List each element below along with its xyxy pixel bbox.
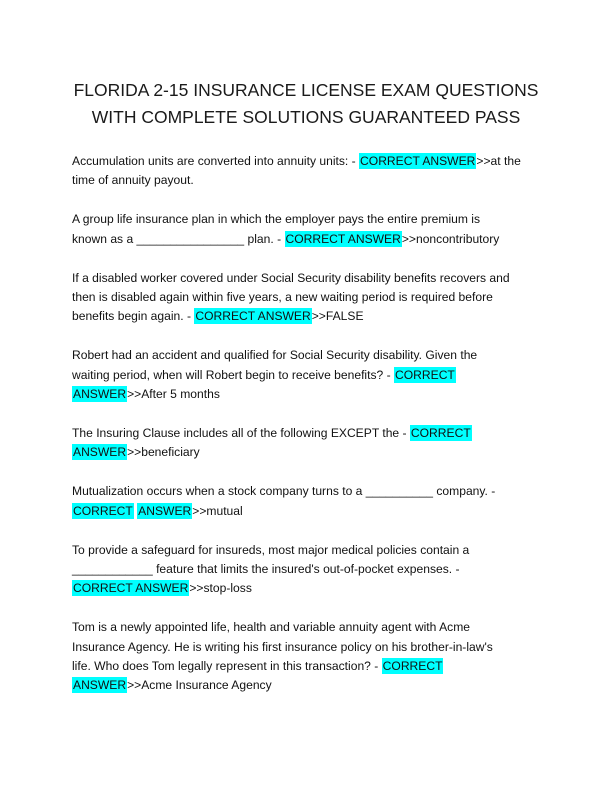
qa-line	[72, 307, 546, 326]
correct-answer-marker: CORRECT	[73, 503, 133, 518]
qa-item-2	[72, 210, 546, 248]
correct-answer-marker: CORRECT	[410, 426, 471, 441]
qa-item-4	[72, 346, 546, 404]
correct-answer-marker: CORRECT ANSWER	[285, 231, 401, 246]
title-line-1: FLORIDA 2-15 INSURANCE LICENSE EXAM QUESTIONS	[73, 80, 539, 100]
question-text: Mutualization occurs when a stock company turns to a __________ company. -	[72, 484, 496, 499]
question-text: Accumulation units are converted into annuity units: -	[72, 154, 360, 168]
correct-answer-marker: CORRECT ANSWER	[360, 154, 476, 168]
qa-item-7	[72, 541, 546, 599]
answer-text: >>After 5 months	[127, 386, 220, 401]
correct-answer-marker: ANSWER	[73, 386, 127, 401]
question-text: Robert had an accident and qualified for Social Security disability. Given the	[72, 348, 478, 363]
correct-answer-marker: ANSWER	[73, 445, 127, 460]
question-text: benefits begin again. -	[72, 309, 195, 324]
qa-item-6	[72, 482, 546, 520]
qa-line	[72, 676, 546, 695]
question-text: Insurance Agency. He is writing his first insurance policy on his brother-in-law's	[72, 639, 493, 654]
correct-answer-marker: CORRECT	[395, 367, 455, 382]
question-text: To provide a safeguard for insureds, most major medical policies contain a	[72, 542, 470, 557]
qa-item-3	[72, 269, 546, 327]
answer-text: >>stop-loss	[189, 581, 252, 596]
question-text: If a disabled worker covered under Social Security disability benefits recovers and	[72, 270, 510, 285]
question-text: The Insuring Clause includes all of the following EXCEPT the -	[72, 426, 410, 441]
question-text: life. Who does Tom legally represent in this transaction? -	[72, 658, 382, 673]
qa-line	[72, 443, 546, 462]
qa-item-1	[72, 152, 546, 190]
qa-item-5	[72, 424, 546, 462]
question-text: waiting period, when will Robert begin to receive benefits? -	[72, 367, 395, 382]
correct-answer-marker: CORRECT ANSWER	[73, 581, 189, 596]
answer-text: >>FALSE	[311, 309, 364, 324]
correct-answer-marker: CORRECT	[382, 658, 443, 673]
qa-line	[72, 579, 546, 598]
question-text: Tom is a newly appointed life, health and variable annuity agent with Acme	[72, 620, 470, 635]
answer-text: >>at the	[476, 154, 521, 168]
qa-line	[72, 657, 546, 676]
qa-item-8	[72, 618, 546, 695]
answer-text: >>beneficiary	[127, 445, 200, 460]
qa-line	[72, 424, 546, 443]
question-text: ____________ feature that limits the insured's out-of-pocket expenses. -	[72, 562, 460, 577]
question-text: known as a ________________ plan. -	[72, 231, 285, 246]
question-list	[0, 152, 612, 715]
qa-line	[72, 152, 546, 171]
qa-line	[72, 230, 546, 249]
title-line-2: WITH COMPLETE SOLUTIONS GUARANTEED PASS	[91, 107, 521, 127]
correct-answer-marker: ANSWER	[73, 678, 127, 693]
question-text: A group life insurance plan in which the employer pays the entire premium is	[72, 212, 481, 227]
answer-text: time of annuity payout.	[72, 173, 194, 188]
answer-text: >>noncontributory	[401, 231, 500, 246]
correct-answer-marker: ANSWER	[138, 503, 192, 518]
question-text: then is disabled again within five years, a new waiting period is required before	[72, 290, 493, 305]
qa-line	[72, 502, 546, 521]
correct-answer-marker: CORRECT ANSWER	[195, 309, 311, 324]
document-title	[40, 77, 572, 131]
qa-line	[72, 366, 546, 385]
answer-text: >>mutual	[192, 503, 243, 518]
qa-line	[72, 385, 546, 404]
answer-text: >>Acme Insurance Agency	[127, 678, 272, 693]
